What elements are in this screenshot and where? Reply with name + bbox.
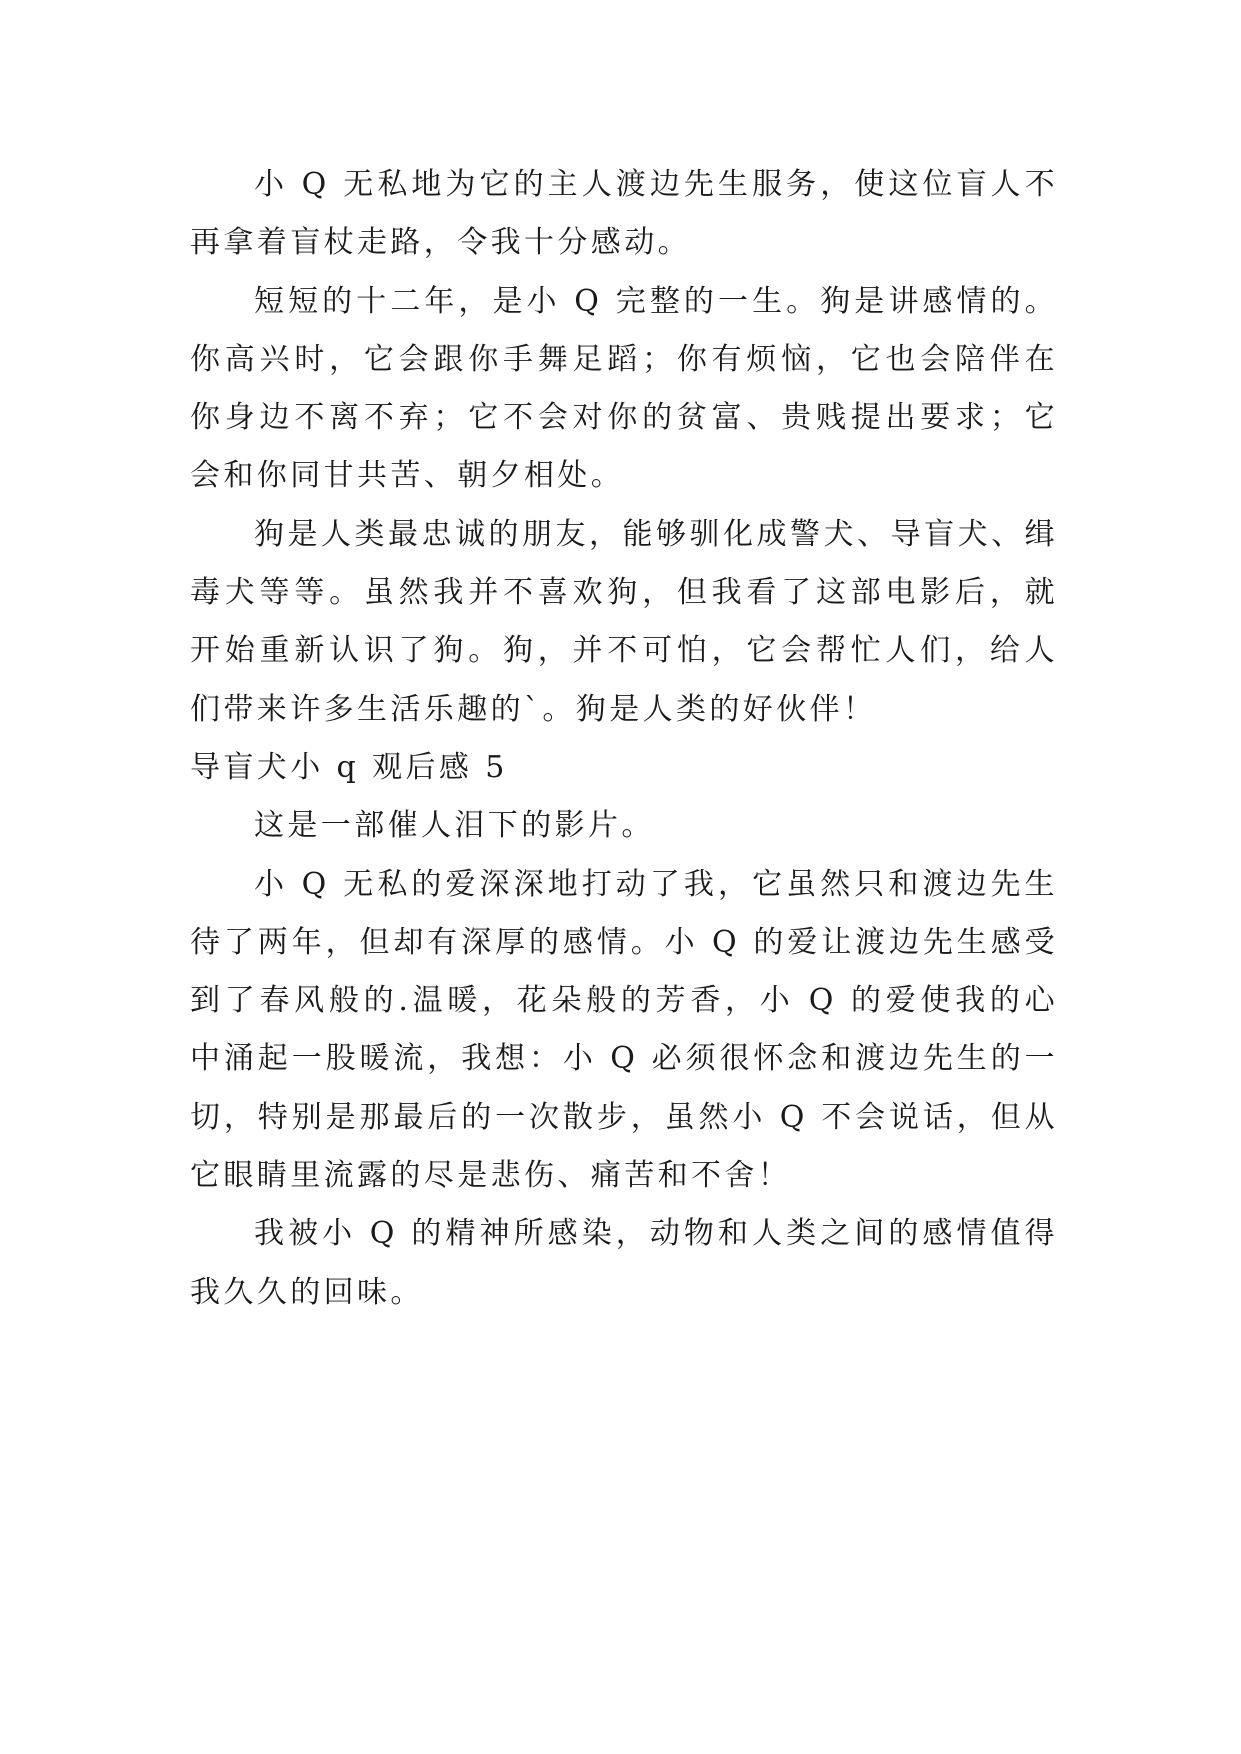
paragraph-5: 小 Q 无私的爱深深地打动了我，它虽然只和渡边先生待了两年，但却有深厚的感情。小 Q 的爱让渡边先生感受到了春风般的.温暖，花朵般的芳香，小 Q 的爱使我的心中涌起一股暖流，我想：小 Q 必须很怀念和渡边先生的一切，特别是那最后的一次散步，虽然小 Q 不会说话，但从它眼睛里流露的尽是悲伤、痛苦和不舍！ (190, 866, 1058, 1194)
section-heading: 导盲犬小 q 观后感 5 (190, 749, 508, 785)
paragraph-1: 小 Q 无私地为它的主人渡边先生服务，使这位盲人不再拿着盲杖走路，令我十分感动。 (190, 167, 1058, 261)
paragraph-4: 这是一部催人泪下的影片。 (254, 808, 655, 844)
paragraph-6: 我被小 Q 的精神所感染，动物和人类之间的感情值得我久久的回味。 (190, 1216, 1058, 1310)
paragraph-2: 短短的十二年，是小 Q 完整的一生。狗是讲感情的。你高兴时，它会跟你手舞足蹈；你有烦恼，它也会陪伴在你身边不离不弃；它不会对你的贫富、贵贱提出要求；它会和你同甘共苦、朝夕相处。 (190, 283, 1058, 494)
paragraph-3: 狗是人类最忠诚的朋友，能够驯化成警犬、导盲犬、缉毒犬等等。虽然我并不喜欢狗，但我看了这部电影后，就开始重新认识了狗。狗，并不可怕，它会帮忙人们，给人们带来许多生活乐趣的`。狗是人类的好伙伴！ (190, 516, 1058, 727)
document-body (190, 156, 1058, 1322)
